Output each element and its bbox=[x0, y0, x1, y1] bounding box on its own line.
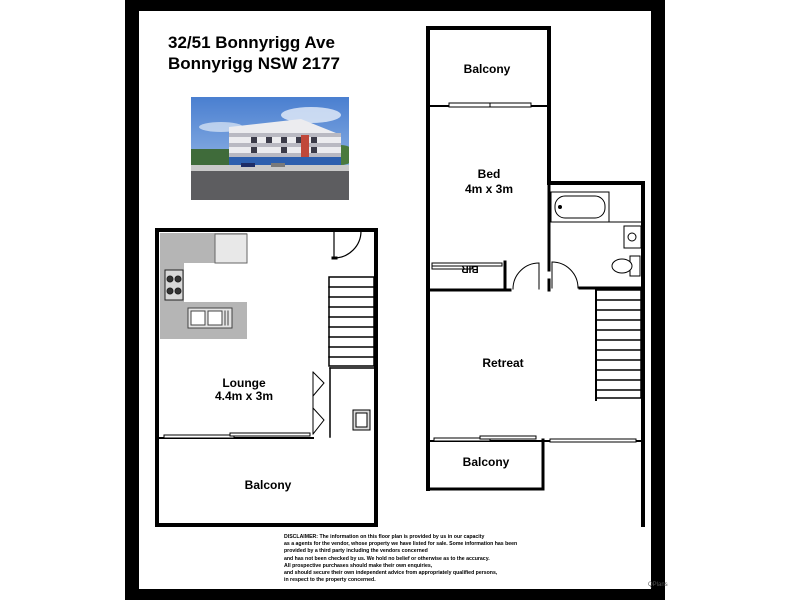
disclaimer-line-5: All prospective purchases should make their own enquiries, bbox=[284, 562, 433, 569]
disclaimer-line-3: provided by a third party including the vendors concerned bbox=[284, 548, 428, 555]
address-line-2: Bonnyrigg NSW 2177 bbox=[168, 54, 340, 73]
sliding-door-retreat bbox=[430, 436, 643, 442]
sliding-door-lower bbox=[157, 433, 313, 438]
stairs-upper bbox=[596, 290, 641, 398]
label-bed-name: Bed bbox=[477, 167, 501, 181]
toilet-icon bbox=[612, 256, 640, 276]
laundry-cupboard bbox=[330, 368, 376, 437]
bifold-door bbox=[313, 372, 324, 434]
disclaimer-line-4: and has not been checked by us. We hold no belief or otherwise as to the accuracy. bbox=[284, 555, 490, 562]
fridge bbox=[215, 234, 247, 263]
cooktop-icon bbox=[165, 270, 183, 300]
logo-text: QPlans bbox=[648, 582, 668, 588]
label-bir: BIR bbox=[461, 263, 479, 274]
disclaimer-line-7: in respect to the property concerned. bbox=[284, 577, 376, 584]
label-balcony-retreat: Balcony bbox=[462, 455, 510, 469]
disclaimer-line-2: as a agents for the vendor, whose property we have listed for sale. Some information has been bbox=[284, 541, 518, 548]
bed-door bbox=[513, 263, 539, 289]
stairs-lower bbox=[329, 277, 374, 366]
entry-door bbox=[333, 231, 361, 258]
disclaimer-label: DISCLAIMER: bbox=[284, 534, 319, 540]
disclaimer-line-6: and should secure their own independent advice from appropriately qualified persons, bbox=[284, 570, 498, 577]
sink-icon bbox=[188, 308, 232, 328]
basin-icon bbox=[624, 226, 641, 248]
label-balcony-upper: Balcony bbox=[463, 62, 511, 76]
qplans-logo bbox=[648, 582, 668, 588]
address-line-1: 32/51 Bonnyrigg Ave bbox=[168, 33, 335, 52]
bath-door bbox=[552, 262, 578, 288]
label-retreat: Retreat bbox=[482, 356, 524, 370]
disclaimer-line-1: The information on this floor plan is provided by us in our capacity bbox=[319, 534, 485, 540]
label-bed-size: 4m x 3m bbox=[464, 182, 514, 196]
upper-level bbox=[428, 28, 643, 525]
label-lounge-size: 4.4m x 3m bbox=[214, 389, 274, 403]
label-lounge-name: Lounge bbox=[222, 376, 266, 390]
bathtub bbox=[551, 192, 641, 222]
label-balcony-lower: Balcony bbox=[244, 478, 292, 492]
disclaimer bbox=[284, 534, 554, 584]
